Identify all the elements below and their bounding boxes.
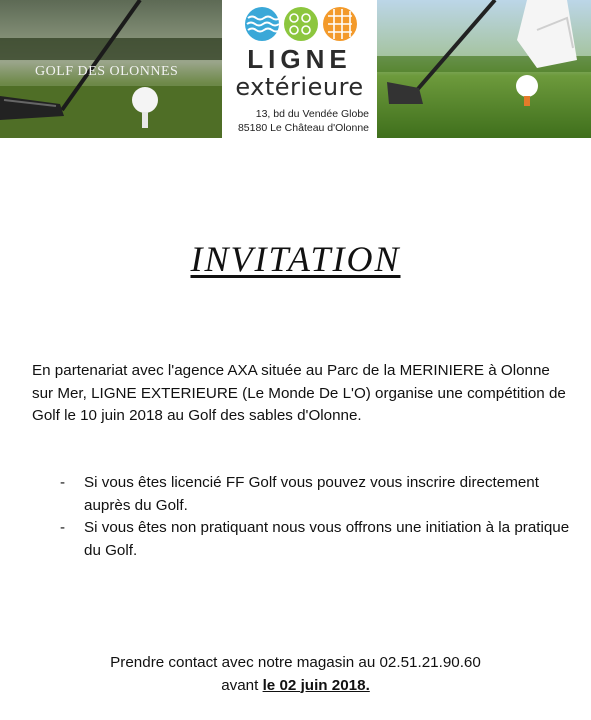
address-line-1: 13, bd du Vendée Globe: [255, 108, 369, 120]
circles-icon: [284, 7, 318, 41]
company-logo: [222, 0, 377, 140]
deadline-prefix: avant: [221, 676, 259, 694]
waves-icon: [245, 7, 280, 41]
page-title: INVITATION: [190, 239, 401, 279]
deadline-date: le 02 juin 2018.: [262, 676, 370, 694]
golf-photo-right: [377, 0, 591, 138]
contact-line: Prendre contact avec notre magasin au 02.51.21.90.60: [110, 654, 481, 671]
intro-paragraph: En partenariat avec l'agence AXA située au Parc de la MERINIERE à Olonne sur Mer, LIGNE EXTERIEURE (Le Monde De L'O) organise une compétition de Golf le 10 juin 2018 au Golf des sables d'Olonne.: [32, 362, 566, 424]
contact-info: [0, 652, 591, 697]
list-item: - Si vous êtes licencié FF Golf vous pouvez vous inscrire directement auprès du Golf.: [52, 472, 572, 517]
logo-icons: [244, 6, 359, 42]
conditions-list: [52, 472, 572, 562]
header-banner: [0, 0, 591, 140]
golf-photo-left: [0, 0, 222, 138]
grid-icon: [323, 7, 357, 41]
golf-club-caption: GOLF DES OLONNES: [35, 64, 179, 79]
list-item: - Si vous êtes non pratiquant nous vous offrons une initiation à la pratique du Golf.: [52, 517, 572, 562]
logo-title: LIGNE: [247, 44, 352, 74]
deadline-line: [0, 675, 591, 698]
address-line-2: 85180 Le Château d'Olonne: [237, 122, 369, 134]
logo-subtitle: extérieure: [235, 73, 364, 101]
